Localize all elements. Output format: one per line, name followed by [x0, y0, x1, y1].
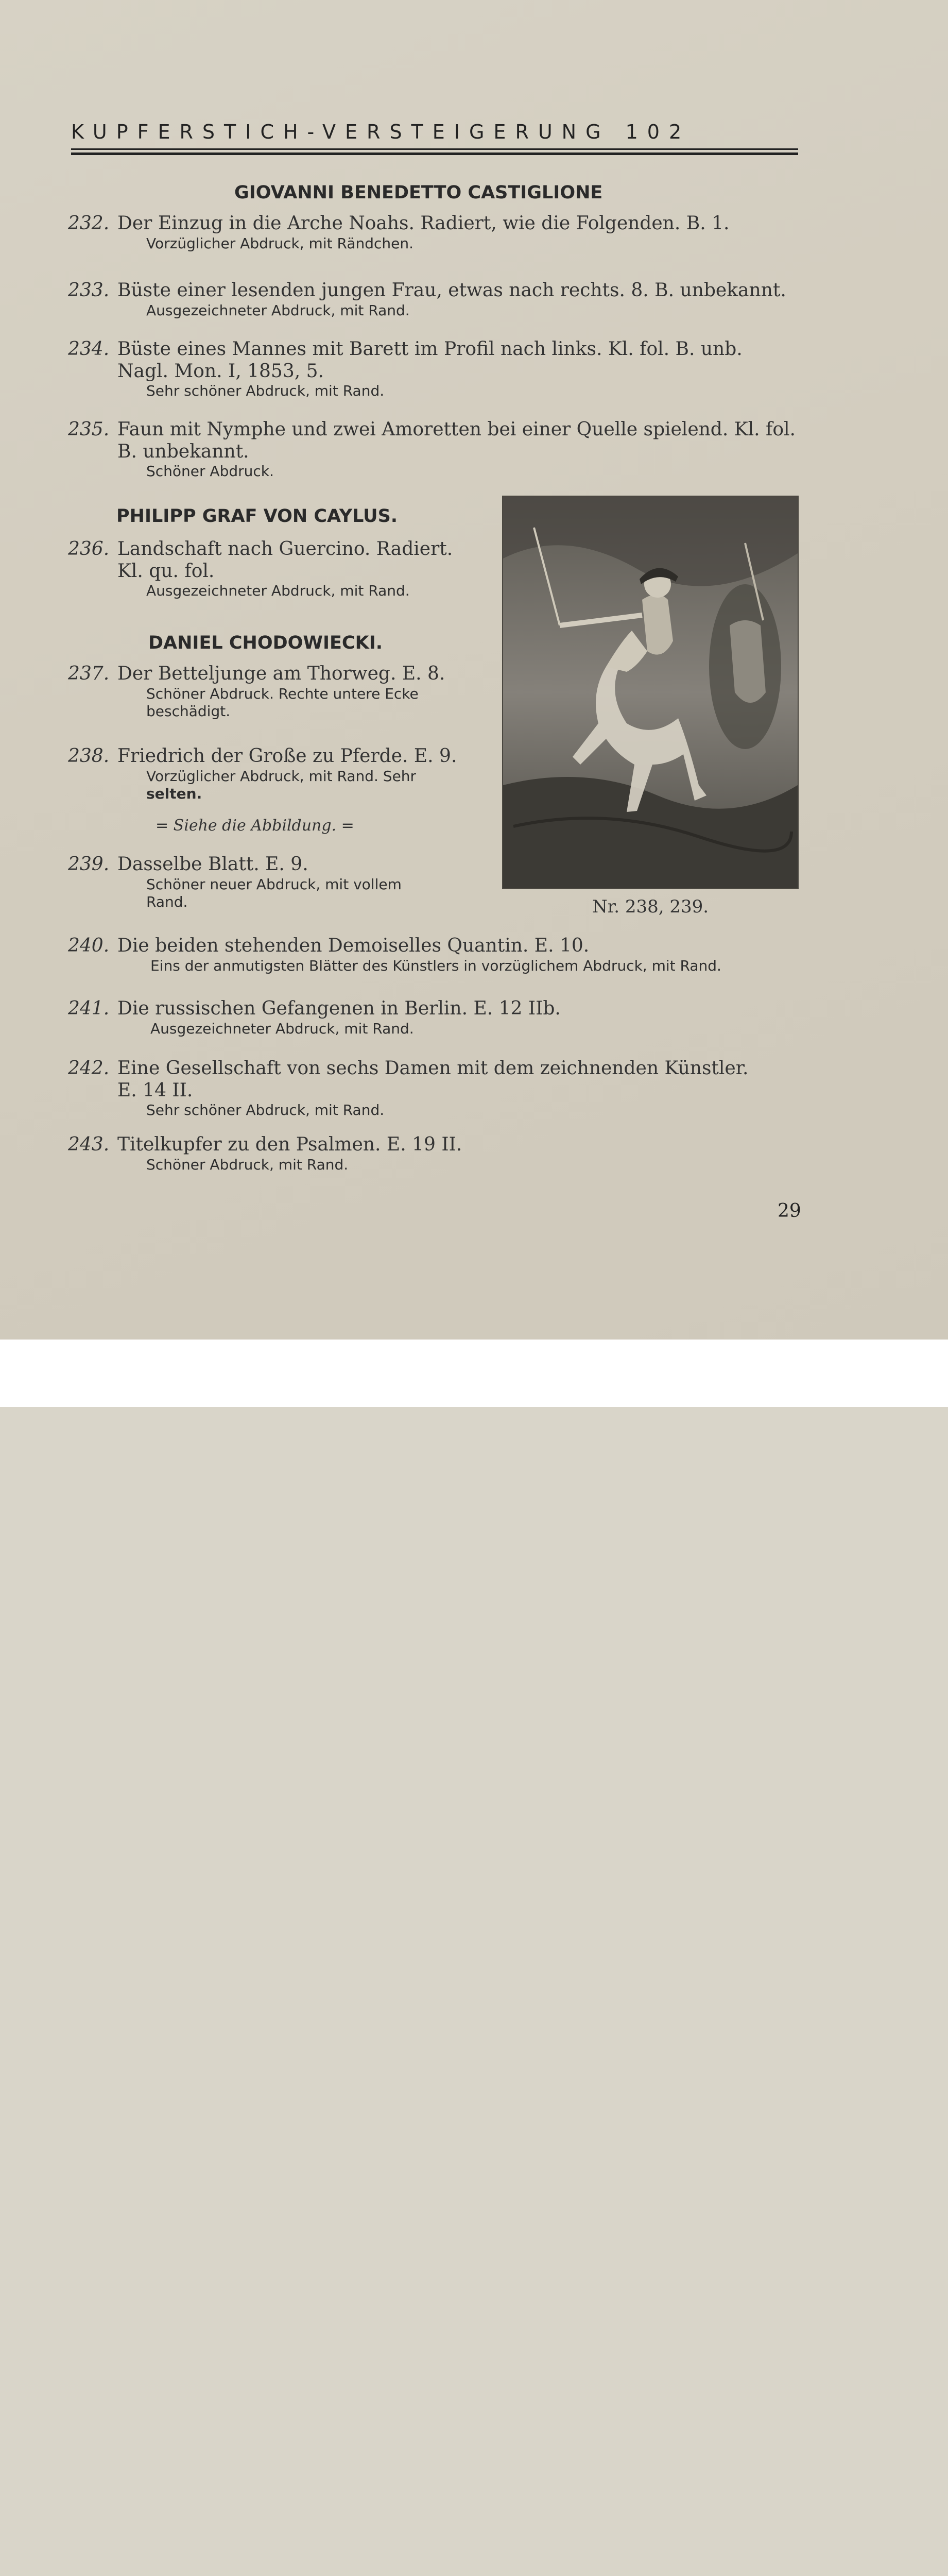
catalog-entry [68, 997, 561, 1038]
entry-number: 236. [68, 538, 110, 560]
catalog-entry [68, 1133, 462, 1174]
entry-note: Eins der anmutigsten Blätter des Künstlers in vorzüglichem Abdruck, mit Rand. [150, 957, 721, 974]
entry-number: 235. [68, 419, 110, 440]
entry-number: 237. [68, 663, 110, 684]
catalog-entry [68, 1057, 748, 1119]
engraving-illustration [502, 496, 799, 889]
entry-title: Landschaft nach Guercino. Radiert. [117, 538, 453, 560]
entry-title: Die beiden stehenden Demoiselles Quantin. E. 10. [117, 935, 590, 956]
entry-note-continuation: selten. [146, 785, 202, 802]
entry-number: 241. [68, 998, 110, 1019]
entry-note: Schöner Abdruck, mit Rand. [146, 1156, 349, 1173]
catalog-entry [68, 212, 729, 252]
entry-note: Ausgezeichneter Abdruck, mit Rand. [146, 582, 410, 599]
catalog-entry [68, 663, 445, 720]
catalog-entry [68, 935, 721, 975]
running-header: KUPFERSTICH-VERSTEIGERUNG 102 [71, 121, 691, 143]
entry-title: Faun mit Nymphe und zwei Amoretten bei einer Quelle spielend. Kl. fol. [117, 419, 796, 440]
entry-continuation: B. unbekannt. [117, 441, 249, 462]
entry-continuation: E. 14 II. [117, 1080, 193, 1101]
catalog-entry [68, 279, 786, 319]
entry-title: Dasselbe Blatt. E. 9. [117, 854, 308, 875]
entry-title: Friedrich der Große zu Pferde. E. 9. [117, 745, 457, 767]
entry-title: Die russischen Gefangenen in Berlin. E. 12 IIb. [117, 998, 561, 1019]
entry-note: Ausgezeichneter Abdruck, mit Rand. [150, 1020, 414, 1037]
header-rule-thick [71, 152, 798, 155]
entry-number: 242. [68, 1058, 110, 1079]
entry-note-continuation: Rand. [146, 893, 188, 910]
entry-note: Vorzüglicher Abdruck, mit Rändchen. [146, 235, 414, 252]
entry-note: Sehr schöner Abdruck, mit Rand. [146, 1101, 385, 1118]
entry-title: Büste einer lesenden jungen Frau, etwas nach rechts. 8. B. unbekannt. [117, 280, 786, 301]
catalog-entry [68, 745, 457, 803]
entry-continuation: Nagl. Mon. I, 1853, 5. [117, 361, 324, 382]
entry-note: Ausgezeichneter Abdruck, mit Rand. [146, 302, 410, 319]
entry-note: Schöner Abdruck. [146, 463, 274, 480]
rider-on-horse-illustration [503, 497, 798, 888]
catalog-entry [68, 853, 402, 911]
entry-note: Sehr schöner Abdruck, mit Rand. [146, 382, 385, 399]
entry-title: Titelkupfer zu den Psalmen. E. 19 II. [117, 1134, 462, 1155]
section-title-chodowiecki: DANIEL CHODOWIECKI. [148, 633, 383, 653]
entry-note: Vorzüglicher Abdruck, mit Rand. Sehr [146, 768, 417, 785]
section-title-castiglione: GIOVANNI BENEDETTO CASTIGLIONE [234, 182, 603, 203]
illustration-reference: = Siehe die Abbildung. = [156, 817, 354, 835]
entry-note: Schöner neuer Abdruck, mit vollem [146, 876, 402, 893]
page-number: 29 [778, 1200, 801, 1222]
entry-number: 233. [68, 280, 110, 301]
entry-number: 238. [68, 745, 110, 767]
catalog-entry [68, 418, 796, 480]
entry-note: Schöner Abdruck. Rechte untere Ecke [146, 685, 419, 702]
section-title-caylus: PHILIPP GRAF VON CAYLUS. [116, 506, 398, 527]
entry-number: 232. [68, 213, 110, 234]
catalog-entry [68, 538, 453, 600]
entry-number: 243. [68, 1134, 110, 1155]
digitization-footer [0, 1340, 948, 1407]
entry-number: 234. [68, 338, 110, 360]
entry-continuation: Kl. qu. fol. [117, 561, 215, 582]
entry-title: Eine Gesellschaft von sechs Damen mit dem zeichnenden Künstler. [117, 1058, 749, 1079]
entry-number: 240. [68, 935, 110, 956]
illustration-caption: Nr. 238, 239. [592, 896, 709, 917]
entry-title: Der Einzug in die Arche Noahs. Radiert, wie die Folgenden. B. 1. [117, 213, 730, 234]
entry-title: Büste eines Mannes mit Barett im Profil nach links. Kl. fol. B. unb. [117, 338, 743, 360]
entry-number: 239. [68, 854, 110, 875]
header-rule-thin [71, 148, 798, 150]
catalog-entry [68, 338, 743, 400]
entry-note-continuation: beschädigt. [146, 703, 231, 720]
entry-title: Der Betteljunge am Thorweg. E. 8. [117, 663, 445, 684]
